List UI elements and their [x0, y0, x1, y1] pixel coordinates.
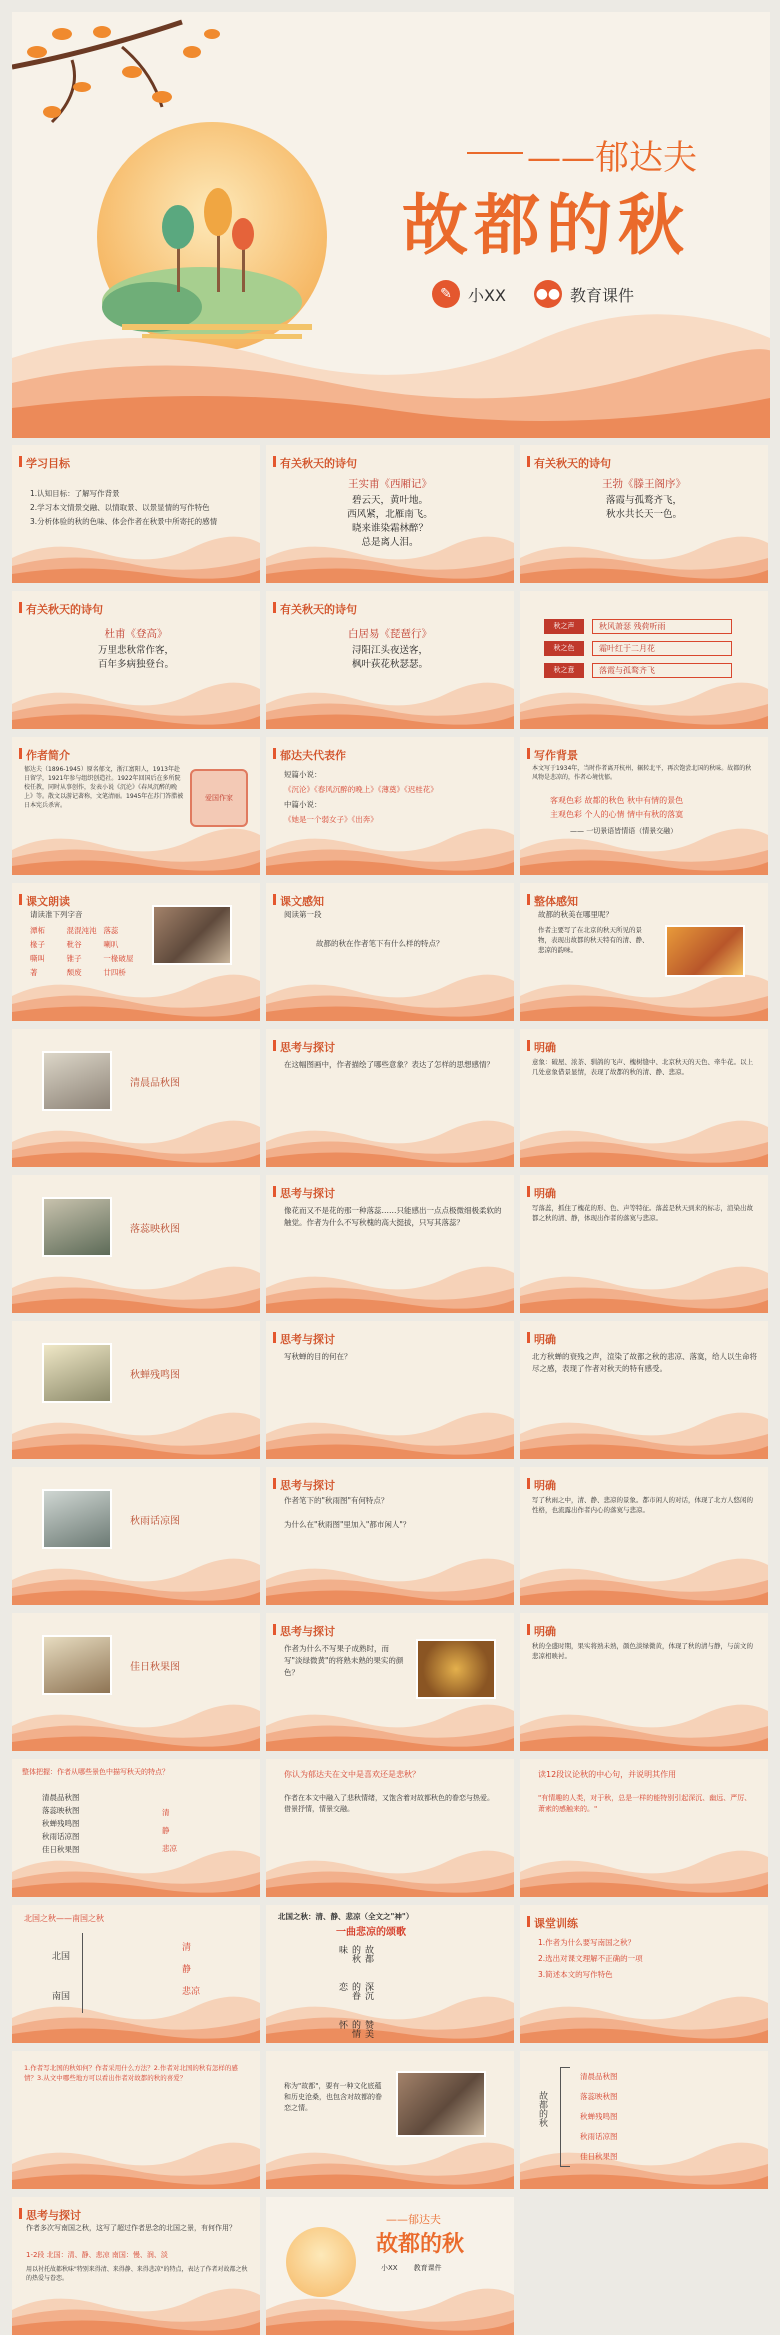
elegy-sub: 一曲悲凉的颂歌: [336, 1927, 406, 1938]
slide-title: 思考与探讨: [280, 1333, 335, 1346]
sketch-picture: [42, 1489, 112, 1549]
slide-title: 郁达夫代表作: [280, 749, 346, 762]
bg-foot: —— 一切景语皆情语（情景交融）: [570, 827, 678, 835]
slide-background[interactable]: [520, 737, 768, 875]
answer-text: 北方秋蝉的衰残之声，渲染了故都之秋的悲凉、落寞，给人以生命将尽之感，表现了作者对秋天的特有感受。: [532, 1352, 757, 1373]
label-pill: 秋之声: [544, 619, 584, 634]
slide-autumn-pairs[interactable]: [520, 591, 768, 729]
sun-illustration: [286, 2227, 356, 2297]
picture-caption: 秋蝉残鸣图: [130, 1370, 180, 1381]
old-house-photo: [396, 2071, 486, 2137]
slide-answer-5[interactable]: [520, 1613, 768, 1751]
cover-user: 小XX: [468, 285, 506, 305]
mindmap-items: 清晨品秋图 落蕊映秋图 秋蝉残鸣图 秋雨话凉图 佳日秋果图: [580, 2072, 618, 2161]
whole-text: 作者主要写了在北京的秋天所见的景物，表现出故都的秋天特有的清、静、悲凉的韵味。: [538, 926, 649, 954]
cover-waves: [12, 288, 770, 438]
feel-sub: 阅读第一段: [284, 910, 322, 919]
slide-answer-1[interactable]: [520, 1029, 768, 1167]
whole-question: 故都的秋美在哪里呢？: [538, 910, 613, 919]
think-question: 写秋蝉的目的何在？: [284, 1352, 352, 1361]
slide-last-think[interactable]: [12, 2197, 260, 2335]
slide-pic-5[interactable]: [12, 1613, 260, 1751]
value-box: 秋风萧瑟 残荷听雨: [592, 619, 732, 634]
think-question: 为什么在"秋雨图"里加入"都市闲人"？: [284, 1520, 411, 1529]
summary-tags: 清 静 悲凉: [162, 1808, 177, 1853]
slide-pic-2[interactable]: [12, 1175, 260, 1313]
cover-title: 故都的秋: [402, 186, 690, 264]
slide-poem-3[interactable]: [12, 591, 260, 729]
last-question: 作者多次写南国之秋，这写了超过作者思念的北国之景，有何作用？: [26, 2224, 236, 2232]
slide-title: 课文感知: [280, 895, 324, 908]
slide-title: 明确: [534, 1625, 556, 1638]
slide-think-2[interactable]: [266, 1175, 514, 1313]
q3-text: "有情趣的人类，对于秋，总是一样的能特别引起深沉、幽远、严厉、萧索的感触来的。": [538, 1794, 752, 1813]
background-text: 本文写于1934年，当时作者离开杭州，辗转北平，再次饱尝北国的秋味。故都的秋风物是悲凉的，作者心境忧郁。: [532, 765, 752, 781]
training-list: 1.作者为什么要写南国之秋？ 2.选出对课文理解不正确的一项 3.简述本文的写作特色: [538, 1938, 643, 1979]
goal-list: [30, 487, 255, 529]
slide-title: 思考与探讨: [280, 1041, 335, 1054]
slide-pic-3[interactable]: [12, 1321, 260, 1459]
slide-goal[interactable]: [12, 445, 260, 583]
slide-title: 思考与探讨: [280, 1187, 335, 1200]
label-pill: 秋之意: [544, 663, 584, 678]
slide-capital[interactable]: [266, 2051, 514, 2189]
slide-q3[interactable]: [520, 1759, 768, 1897]
slide-title: 明确: [534, 1479, 556, 1492]
slide-think-1[interactable]: [266, 1029, 514, 1167]
slide-think-5[interactable]: [266, 1613, 514, 1751]
poem-block: 王勃《滕王阁序》 落霞与孤鹜齐飞， 秋水共长天一色。: [520, 477, 768, 522]
slide-pic-1[interactable]: [12, 1029, 260, 1167]
slide-answer-3[interactable]: [520, 1321, 768, 1459]
slide-q2[interactable]: [266, 1759, 514, 1897]
answer-text: 秋的全盛时期，果实将熟未熟，颜色淡绿微黄，体现了秋的清与静，与前文的悲凉相映衬。: [532, 1642, 753, 1660]
q2-text: 作者在本文中融入了悲秋情绪，又饱含着对故都秋色的眷恋与热爱。借景抒情，情景交融。: [284, 1794, 494, 1813]
summary-title: 整体把握：作者从哪些景色中描写秋天的特点？: [22, 1768, 169, 1776]
slide-title: 课文朗读: [26, 895, 70, 908]
last-foot: 用以衬托故都秋味"特别来得清、来得静、来得悲凉"的特点，表达了作者对故都之秋的热爱与眷恋。: [26, 2266, 248, 2282]
slide-works[interactable]: [266, 737, 514, 875]
slide-answer-2[interactable]: [520, 1175, 768, 1313]
capital-text: 称为"故都"，要有一种文化底蕴和历史沧桑，也包含对故都的眷恋之情。: [284, 2082, 382, 2112]
value-box: 落霞与孤鹜齐飞: [592, 663, 732, 678]
slide-title: 学习目标: [26, 457, 70, 470]
q2-title: 你认为郁达夫在文中是喜欢还是悲秋？: [284, 1770, 420, 1779]
elegy-columns: 故都的秋味 深沉的眷恋 赞美的情怀: [337, 1945, 373, 2038]
goal-item: 3.分析体验的秋的色味、体会作者在秋景中所寄托的感情: [30, 517, 218, 526]
picture-caption: 清晨品秋图: [130, 1078, 180, 1089]
think-question: 像花而又不是花的那一种落蕊……只能感出一点点极微细极柔软的触觉。作者为什么不写秋槐的高大挺拔，只写其落蕊？: [284, 1206, 502, 1227]
sketch-picture: [42, 1051, 112, 1111]
old-house-photo: [152, 905, 232, 965]
mindmap-bracket: [560, 2067, 570, 2167]
picture-caption: 落蕊映秋图: [130, 1224, 180, 1235]
cover-org: 教育课件: [569, 285, 634, 305]
slide-summary[interactable]: [12, 1759, 260, 1897]
reading-words: 潭柘 混混沌沌 落蕊 椽子 秕谷 喇叭 嘶叫 锥子 一椽破屋 著 颓废 廿四桥: [30, 926, 134, 977]
dates-photo: [416, 1639, 496, 1699]
slide-title: 有关秋天的诗句: [26, 603, 103, 616]
q3-title: 读12段议论秋的中心句，并说明其作用: [538, 1770, 677, 1779]
slide-title: 有关秋天的诗句: [280, 457, 357, 470]
author-badge: 爱国作家: [190, 769, 248, 827]
last-answer: 1-2段 北国：清、静、悲凉 南国：慢、润、淡: [26, 2251, 168, 2259]
mini-org: 教育课件: [413, 2264, 442, 2272]
summary-rows: 清晨品秋图 落蕊映秋图 秋蝉残鸣图 秋雨话凉图 佳日秋果图: [42, 1793, 80, 1854]
slide-feel[interactable]: [266, 883, 514, 1021]
poem-block: 白居易《琵琶行》 浔阳江头夜送客， 枫叶荻花秋瑟瑟。: [266, 627, 514, 672]
sketch-picture: [42, 1197, 112, 1257]
slide-elegy[interactable]: [266, 1905, 514, 2043]
picture-caption: 佳日秋果图: [130, 1662, 180, 1673]
autumn-forest-photo: [665, 925, 745, 977]
slide-title: 有关秋天的诗句: [280, 603, 357, 616]
slide-title: 明确: [534, 1187, 556, 1200]
slide-poem-4[interactable]: [266, 591, 514, 729]
slide-pic-4[interactable]: [12, 1467, 260, 1605]
slide-north-south[interactable]: [12, 1905, 260, 2043]
sketch-picture: [42, 1635, 112, 1695]
mindmap-root: 故都的秋: [537, 2091, 547, 2127]
picture-caption: 秋雨话凉图: [130, 1516, 180, 1527]
slide-title: 作者简介: [26, 749, 70, 762]
works-list: 短篇小说： 《沉沦》《春风沉醉的晚上》《薄奠》《迟桂花》 中篇小说： 《她是一个弱女子》《出奔》: [284, 770, 438, 824]
slide-title: 明确: [534, 1333, 556, 1346]
slide-exercise[interactable]: [12, 2051, 260, 2189]
mini-author: ——郁达夫: [386, 2213, 441, 2226]
slide-title: 写作背景: [534, 749, 578, 762]
ns-right: 清 静 悲凉: [182, 1943, 201, 1997]
mini-title: 故都的秋: [376, 2231, 465, 2257]
slide-title: 思考与探讨: [280, 1625, 335, 1638]
poem-title: 王勃《滕王阁序》: [602, 478, 686, 490]
slide-answer-4[interactable]: [520, 1467, 768, 1605]
goal-item: 2.学习本文情景交融、以情取景、以景显情的写作特色: [30, 503, 210, 512]
feel-question: 故都的秋在作者笔下有什么样的特点？: [316, 939, 444, 948]
slide-poem-2[interactable]: [520, 445, 768, 583]
sketch-picture: [42, 1343, 112, 1403]
slide-title: 思考与探讨: [280, 1479, 335, 1492]
poem-title: 王实甫《西厢记》: [348, 478, 432, 490]
slide-poem-1[interactable]: [266, 445, 514, 583]
cover-slide[interactable]: [12, 12, 770, 438]
elegy-title: 北国之秋：清、静、悲凉（全文之"神"）: [278, 1912, 414, 1921]
mini-user: 小XX: [381, 2264, 398, 2272]
slide-title: 整体感知: [534, 895, 578, 908]
answer-text: 写落蕊，抓住了槐花的形、色、声等特征。落蕊是秋天到来的标志，渲染出故都之秋的清、静，体现出作者的落寞与悲凉。: [532, 1204, 753, 1222]
ns-left: 北国 南国: [52, 1952, 71, 2002]
think-question: 作者为什么不写果子成熟时，而写"淡绿微黄"的将熟未熟的果实的颜色？: [284, 1644, 404, 1677]
reading-sub: 请读准下列字音: [30, 910, 83, 919]
exercise-text: 1.作者写北国的秋如何？作者采用什么方法？2.作者对北国的秋有怎样的感情？3.从文中哪些地方可以看出作者对故都的秋的喜爱？: [24, 2064, 238, 2082]
ns-bracket: [82, 1933, 162, 2013]
cover-author: ——郁达夫: [527, 130, 697, 179]
bg-row: 主观色彩 个人的心情 情中有秋的落寞: [550, 810, 684, 819]
group-icon: ●●: [534, 280, 562, 308]
slide-end-cover[interactable]: [266, 2197, 514, 2335]
pen-icon: ✎: [432, 280, 460, 308]
think-question: 作者笔下的"秋雨图"有何特点？: [284, 1496, 389, 1505]
label-pill: 秋之色: [544, 641, 584, 656]
goal-item: 1.认知目标：了解写作背景: [30, 489, 120, 498]
think-question: 在这幅图画中，作者描绘了哪些意象？表达了怎样的思想感情？: [284, 1060, 494, 1069]
slide-title: 思考与探讨: [26, 2209, 81, 2222]
author-text: 郁达夫（1896-1945）原名郁文，浙江富阳人，1913年赴日留学，1921年参与组织创造社。1922年回国后在多所院校任教，同时从事创作，发表小说《沉沦》《春风沉醉的晚上》等。散文以游记著称，文笔清丽。1945年在苏门答腊被日本宪兵杀害。: [24, 766, 184, 809]
bg-row: 客观色彩 故都的秋色 秋中有情的景色: [550, 796, 684, 805]
slide-whole[interactable]: [520, 883, 768, 1021]
slide-title: 课堂训练: [534, 1917, 578, 1930]
slide-think-3[interactable]: [266, 1321, 514, 1459]
slide-author[interactable]: [12, 737, 260, 875]
slide-think-4[interactable]: [266, 1467, 514, 1605]
slide-training[interactable]: [520, 1905, 768, 2043]
poem-block: 王实甫《西厢记》 碧云天，黄叶地。 西风紧，北雁南飞。 晓来谁染霜林醉？ 总是离人泪。: [266, 477, 514, 550]
ns-title: 北国之秋——南国之秋: [24, 1914, 104, 1923]
poem-title: 杜甫《登高》: [104, 628, 168, 640]
slide-title: 明确: [534, 1041, 556, 1054]
value-box: 霜叶红于二月花: [592, 641, 732, 656]
answer-text: 意象：破屋、浓茶、驯鸽的飞声、槐树缝中、北京秋天的天色、牵牛花。以上几处意象借景显情，表现了故都的秋的清、静、悲凉。: [532, 1058, 753, 1076]
slide-reading[interactable]: [12, 883, 260, 1021]
slide-mindmap[interactable]: [520, 2051, 768, 2189]
slide-title: 有关秋天的诗句: [534, 457, 611, 470]
poem-block: 杜甫《登高》 万里悲秋常作客， 百年多病独登台。: [12, 627, 260, 672]
answer-text: 写了秋雨之中，清、静、悲凉的景象。都市闲人的对话，体现了北方人悠闲的性格，也流露出作者内心的落寞与悲凉。: [532, 1496, 753, 1514]
poem-title: 白居易《琵琶行》: [348, 628, 432, 640]
